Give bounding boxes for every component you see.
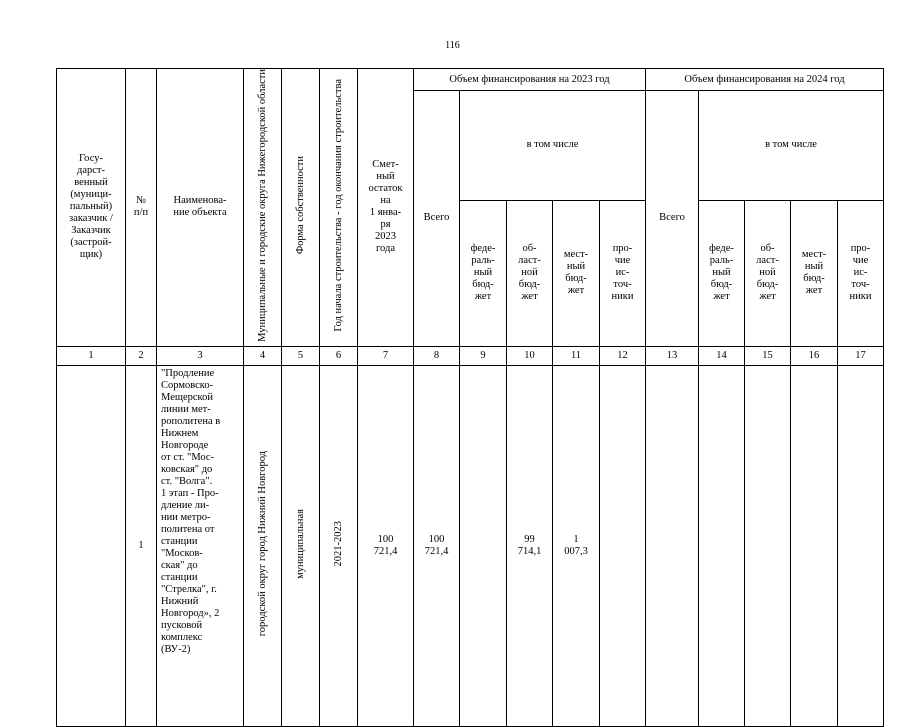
column-number: 5 bbox=[282, 346, 320, 365]
column-number: 15 bbox=[745, 346, 791, 365]
column-number: 9 bbox=[460, 346, 507, 365]
column-number: 12 bbox=[600, 346, 646, 365]
header-total-2023: Всего bbox=[414, 91, 460, 347]
column-number: 2 bbox=[126, 346, 157, 365]
column-number: 11 bbox=[553, 346, 600, 365]
header-row-1 bbox=[57, 69, 884, 91]
header-object-name: Наименова- ние объекта bbox=[157, 69, 244, 347]
header-ownership-cell bbox=[282, 69, 320, 347]
header-funding-2023: Объем финансирования на 2023 год bbox=[414, 69, 646, 91]
column-number: 3 bbox=[157, 346, 244, 365]
header-regional-2023: об- ласт- ной бюд- жет bbox=[507, 200, 553, 346]
header-other-2023: про- чие ис- точ- ники bbox=[600, 200, 646, 346]
cell-estimate: 100 721,4 bbox=[358, 365, 414, 726]
header-num: № п/п bbox=[126, 69, 157, 347]
page-number: 116 bbox=[445, 40, 460, 51]
cell-federal-2024 bbox=[699, 365, 745, 726]
header-estimate: Смет- ный остаток на 1 янва- ря 2023 года bbox=[358, 69, 414, 347]
header-local-2024: мест- ный бюд- жет bbox=[791, 200, 838, 346]
header-total-2024: Всего bbox=[646, 91, 699, 347]
cell-municipality: городской округ город Нижний Новгород bbox=[256, 451, 268, 637]
cell-municipality-cell bbox=[244, 365, 282, 726]
cell-local-2024 bbox=[791, 365, 838, 726]
column-number: 8 bbox=[414, 346, 460, 365]
column-number: 13 bbox=[646, 346, 699, 365]
cell-object-name: "Продление Сормовско- Мещерской линии мет- рополитена в Нижнем Новгороде от ст. "Мос- ковская" до ст. "Волга". 1 этап - Про- дление ли- нии метро- политена от станции "Москов- ская" до станции "Стрелка", г. Нижний Новгород», 2 пусковой комплекс (ВУ-2) bbox=[157, 365, 244, 726]
cell-years-cell bbox=[320, 365, 358, 726]
funding-table bbox=[56, 68, 884, 727]
header-funding-2024: Объем финансирования на 2024 год bbox=[646, 69, 884, 91]
header-local-2023: мест- ный бюд- жет bbox=[553, 200, 600, 346]
column-number: 17 bbox=[838, 346, 884, 365]
cell-federal-2023 bbox=[460, 365, 507, 726]
header-ownership: Форма собственности bbox=[294, 156, 306, 255]
cell-other-2024 bbox=[838, 365, 884, 726]
cell-regional-2023: 99 714,1 bbox=[507, 365, 553, 726]
header-municipality-cell bbox=[244, 69, 282, 347]
cell-ownership: муниципальная bbox=[294, 508, 306, 579]
column-number: 1 bbox=[57, 346, 126, 365]
header-federal-2023: феде- раль- ный бюд- жет bbox=[460, 200, 507, 346]
table-row bbox=[57, 365, 884, 726]
header-municipality: Муниципальные и городские округа Нижегородской области bbox=[256, 69, 268, 342]
column-number: 10 bbox=[507, 346, 553, 365]
cell-customer bbox=[57, 365, 126, 726]
column-number: 6 bbox=[320, 346, 358, 365]
header-other-2024: про- чие ис- точ- ники bbox=[838, 200, 884, 346]
header-including-2023: в том числе bbox=[460, 91, 646, 201]
column-number: 7 bbox=[358, 346, 414, 365]
header-federal-2024: феде- раль- ный бюд- жет bbox=[699, 200, 745, 346]
header-regional-2024: об- ласт- ной бюд- жет bbox=[745, 200, 791, 346]
header-customer: Госу- дарст- венный (муници- пальный) заказчик / Заказчик (застрой- щик) bbox=[57, 69, 126, 347]
column-number: 4 bbox=[244, 346, 282, 365]
cell-local-2023: 1 007,3 bbox=[553, 365, 600, 726]
cell-total-2024 bbox=[646, 365, 699, 726]
cell-other-2023 bbox=[600, 365, 646, 726]
column-number-row bbox=[57, 346, 884, 365]
column-number: 16 bbox=[791, 346, 838, 365]
cell-num: 1 bbox=[126, 365, 157, 726]
header-years: Год начала строительства - год окончания строительства bbox=[332, 79, 344, 332]
header-including-2024: в том числе bbox=[699, 91, 884, 201]
header-years-cell bbox=[320, 69, 358, 347]
column-number: 14 bbox=[699, 346, 745, 365]
cell-total-2023: 100 721,4 bbox=[414, 365, 460, 726]
cell-ownership-cell bbox=[282, 365, 320, 726]
cell-years: 2021-2023 bbox=[332, 521, 344, 567]
cell-regional-2024 bbox=[745, 365, 791, 726]
